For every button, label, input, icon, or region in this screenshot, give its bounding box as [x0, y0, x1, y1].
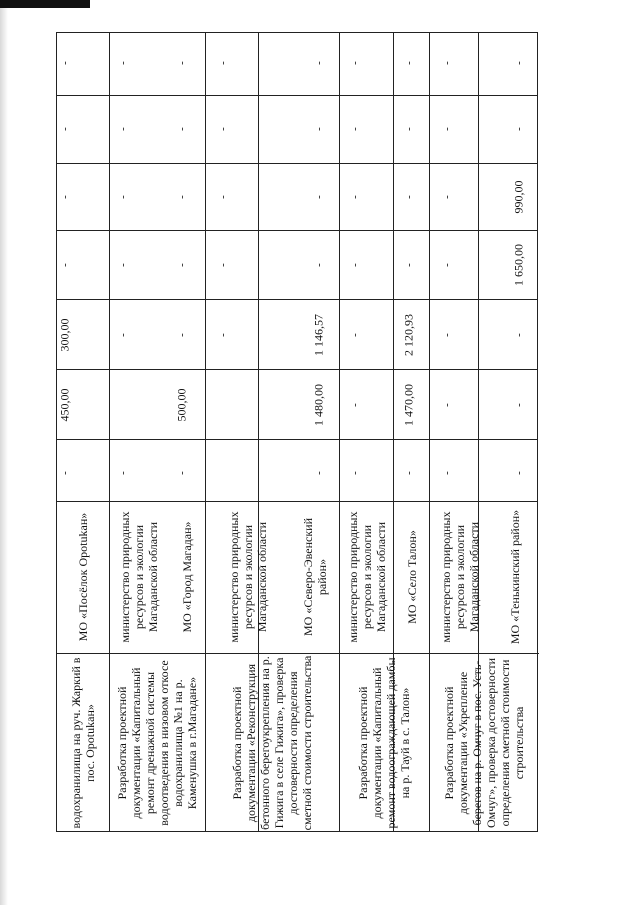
empty-dash: - [441, 403, 453, 407]
value-cell: 500,00 [174, 388, 189, 422]
row-description: Разработка проектной документации «Капитальный ремонт дренажной системы водоотведения в низовом откосе водохранилища №1 на р. Каменушка в г.Магадане» [115, 660, 199, 826]
empty-dash: - [217, 333, 229, 337]
empty-dash: - [349, 127, 361, 131]
empty-dash: - [117, 127, 129, 131]
empty-dash: - [349, 195, 361, 199]
row-executor: министерство природных ресурсов и экологии Магаданской области [439, 511, 481, 643]
row-executor: министерство природных ресурсов и экологии Магаданской области [227, 511, 269, 643]
scan-mark [0, 0, 90, 8]
column-divider [57, 95, 537, 96]
empty-dash: - [59, 61, 71, 65]
row-executor: министерство природных ресурсов и экологии Магаданской области [118, 511, 160, 643]
empty-dash: - [441, 263, 453, 267]
empty-dash: - [59, 263, 71, 267]
empty-dash: - [176, 127, 188, 131]
empty-dash: - [117, 333, 129, 337]
empty-dash: - [313, 127, 325, 131]
value-cell: 1 146,57 [311, 314, 326, 356]
value-cell: 300,00 [57, 318, 72, 352]
row-executor: МО «Село Талон» [405, 530, 419, 624]
empty-dash: - [441, 333, 453, 337]
row-executor: МО «Город Магадан» [180, 521, 194, 633]
value-cell: 1 470,00 [401, 384, 416, 426]
empty-dash: - [117, 471, 129, 475]
empty-dash: - [441, 61, 453, 65]
empty-dash: - [403, 195, 415, 199]
empty-dash: - [349, 61, 361, 65]
empty-dash: - [513, 127, 525, 131]
value-cell: 990,00 [511, 180, 526, 214]
empty-dash: - [513, 471, 525, 475]
row-description: Разработка проектной документации «Реконструкция бетонного берегоукрепления на р. Гижига в селе Гижига», проверка достоверности определения сметной стоимости строительства [230, 655, 314, 831]
empty-dash: - [349, 471, 361, 475]
empty-dash: - [217, 195, 229, 199]
empty-dash: - [441, 127, 453, 131]
empty-dash: - [403, 127, 415, 131]
empty-dash: - [176, 195, 188, 199]
empty-dash: - [176, 471, 188, 475]
empty-dash: - [441, 471, 453, 475]
column-divider [57, 230, 537, 231]
row-description: водохранилища на руч. Жаркий в пос. Орotukан» [69, 657, 97, 829]
data-table [56, 32, 538, 832]
row-executor: МО «Тенькинский район» [508, 509, 522, 645]
empty-dash: - [313, 195, 325, 199]
empty-dash: - [59, 471, 71, 475]
empty-dash: - [349, 263, 361, 267]
empty-dash: - [349, 333, 361, 337]
empty-dash: - [313, 61, 325, 65]
value-cell: 450,00 [57, 388, 72, 422]
value-cell: 1 480,00 [311, 384, 326, 426]
column-divider [57, 299, 537, 300]
empty-dash: - [403, 263, 415, 267]
column-divider [57, 439, 537, 440]
column-divider [57, 163, 537, 164]
column-divider [57, 369, 537, 370]
row-executor: МО «Северо-Эвенский район» [301, 518, 329, 636]
empty-dash: - [217, 127, 229, 131]
empty-dash: - [117, 61, 129, 65]
empty-dash: - [176, 263, 188, 267]
empty-dash: - [513, 61, 525, 65]
row-description: Разработка проектной документации «Укрепление берегов на р. Омчуг в пос. Усть-Омчуг», проверка достоверности определения сметной стоимости строительства [442, 658, 526, 828]
empty-dash: - [59, 127, 71, 131]
scan-edge [0, 0, 8, 905]
empty-dash: - [441, 195, 453, 199]
value-cell: 1 650,00 [511, 244, 526, 286]
empty-dash: - [349, 403, 361, 407]
empty-dash: - [176, 61, 188, 65]
empty-dash: - [313, 471, 325, 475]
empty-dash: - [217, 263, 229, 267]
empty-dash: - [403, 471, 415, 475]
empty-dash: - [176, 333, 188, 337]
empty-dash: - [403, 61, 415, 65]
empty-dash: - [117, 195, 129, 199]
empty-dash: - [513, 403, 525, 407]
row-executor: министерство природных ресурсов и экологии Магаданской области [346, 511, 388, 643]
empty-dash: - [313, 263, 325, 267]
value-cell: 2 120,93 [401, 314, 416, 356]
empty-dash: - [217, 61, 229, 65]
empty-dash: - [513, 333, 525, 337]
empty-dash: - [59, 195, 71, 199]
row-description: Разработка проектной документации «Капитальный ремонт водоограждающей дамбы на р. Тауй в с. Талон» [356, 657, 412, 829]
row-executor: МО «Посёлок Ороtukан» [76, 512, 90, 642]
empty-dash: - [117, 263, 129, 267]
